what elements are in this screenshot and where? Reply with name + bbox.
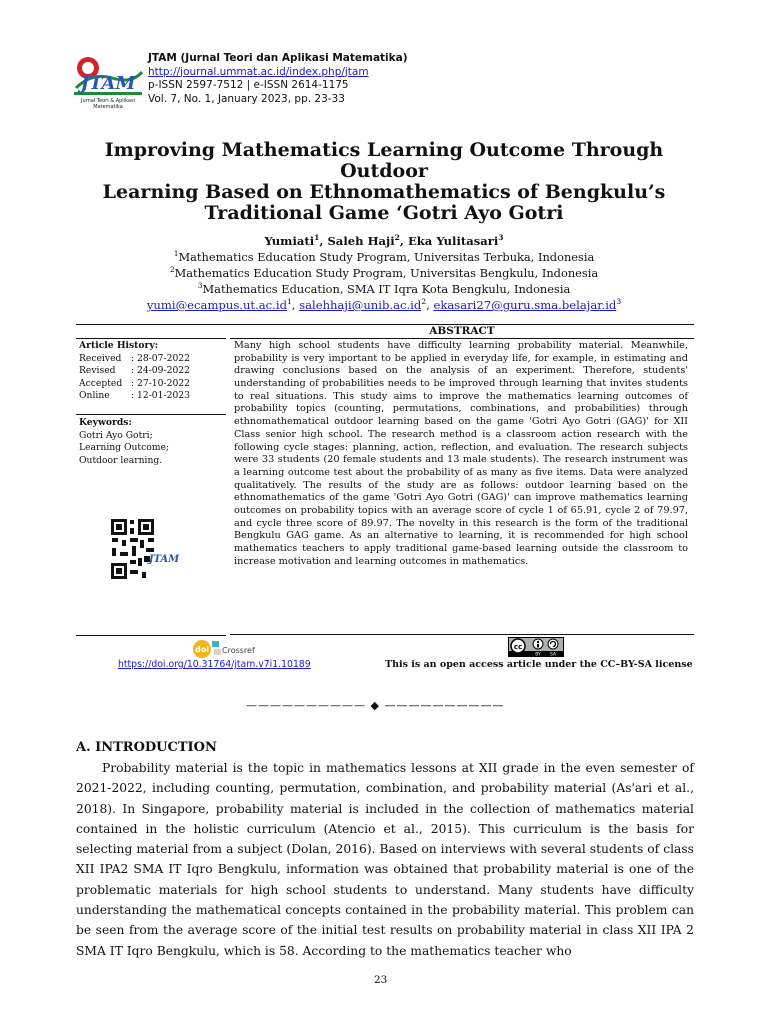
email-link-1[interactable]: yumi@ecampus.ut.ac.id bbox=[146, 298, 287, 312]
qr-logo-text: JTAM bbox=[148, 554, 180, 565]
svg-text:cc: cc bbox=[513, 643, 523, 651]
history-row: Online : 12-01-2023 bbox=[79, 390, 190, 401]
affiliation-1: $^1$Mathematics Education Study Program, Universitas Terbuka, Indonesia bbox=[173, 249, 595, 264]
keyword: Outdoor learning. bbox=[79, 454, 163, 466]
svg-text:Matematika: Matematika bbox=[93, 104, 123, 110]
journal-name: JTAM (Jurnal Teori dan Aplikasi Matematika) bbox=[148, 52, 408, 64]
title-line-2: Learning Based on Ethnomathematics of Bengkulu’s bbox=[102, 181, 666, 203]
history-row: Revised : 24-09-2022 bbox=[79, 365, 190, 376]
introduction-text: Probability material is the topic in mathematics lessons at XII grade in the even semester of 2021-2022, including counting, permutation, combination, and probability material (As'ari et al., 2018). In Singapore, probability material is included in the collection of mathematics material contained in the holistic curriculum (Atencio et al., 2015). This curriculum is the basis for selecting material from a subject (Dolan, 2016). Based on interviews with several students of class XII IPA2 SMA IT Iqro Bengkulu, information was obtained that probability material is one of the problematic materials for high school students to understand. Many students have difficulty understanding the mathematical concepts contained in the probability material. This problem can be seen from the average score of the initial test results on probability material in class XII IPA 2 SMA IT Iqro Bengkulu, which is 58. According to the mathematics teacher who bbox=[76, 761, 694, 958]
author-names: Yumiati$^1$, Saleh Haji$^2$, Eka Yulitasari$^3$ bbox=[264, 233, 504, 248]
license-text: This is an open access article under the CC–BY-SA license bbox=[385, 659, 693, 670]
authors-block bbox=[60, 233, 708, 313]
section-divider: —————————— ◆ —————————— bbox=[246, 699, 505, 712]
keywords-divider bbox=[76, 414, 226, 415]
logo-wordmark: JTAM bbox=[80, 73, 136, 94]
email-link-3[interactable]: ekasari27@guru.sma.belajar.id bbox=[433, 298, 617, 312]
page-number: 23 bbox=[374, 974, 388, 986]
svg-text:BY: BY bbox=[535, 652, 541, 658]
journal-logo bbox=[72, 54, 144, 112]
volume-info: Vol. 7, No. 1, January 2023, pp. 23-33 bbox=[148, 92, 345, 105]
article-history bbox=[79, 340, 190, 403]
keyword: Learning Outcome; bbox=[79, 442, 170, 453]
email-link-2[interactable]: salehhaji@unib.ac.id bbox=[299, 298, 422, 312]
qr-code[interactable] bbox=[110, 518, 180, 580]
crossref-badge[interactable] bbox=[190, 637, 260, 659]
svg-text:Jurnal Teori & Aplikasi: Jurnal Teori & Aplikasi bbox=[81, 98, 135, 104]
section-heading: A. INTRODUCTION bbox=[76, 740, 217, 755]
history-heading: Article History: bbox=[79, 340, 159, 351]
keyword: Gotri Ayo Gotri; bbox=[79, 429, 153, 441]
abstract-heading: ABSTRACT bbox=[230, 325, 694, 339]
issn: p-ISSN 2597-7512 | e-ISSN 2614-1175 bbox=[148, 79, 349, 91]
keywords-heading: Keywords: bbox=[79, 417, 132, 428]
title-line-3: Traditional Game ‘Gotri Ayo Gotri bbox=[204, 202, 564, 224]
doi-badge-text: doi bbox=[195, 645, 209, 654]
history-table bbox=[79, 353, 190, 403]
title-line-1: Improving Mathematics Learning Outcome Through Outdoor bbox=[104, 139, 664, 182]
affiliation-3: $^3$Mathematics Education, SMA IT Iqra Kota Bengkulu, Indonesia bbox=[197, 281, 571, 296]
doi-link[interactable]: https://doi.org/10.31764/jtam.v7i1.10189 bbox=[118, 659, 311, 670]
abstract-text: Many high school students have difficulty learning probability material. Meanwhile, probability is very important to be applied in everyday life, for example, in estimating and drawing conclusions based on the analysis of an experiment. Therefore, students' understanding of probabilities needs to be improved through learning that invites students to real situations. This study aims to improve the mathematics learning outcomes of probability topics (counting, permutations, combinations, and probabilities) through ethnomathematical outdoor learning based on the game 'Gotri Ayo Gotri (GAG)' for XII Class senior high school. The research method is a classroom action research with the following cycle stages: planning, action, reflection, and evaluation. The research subjects were 33 students (20 female students and 13 male students). The research instrument was a learning outcome test about the probability of as many as five items. Data were analyzed qualitatively. The results of the study are as follows: outdoor learning based on the ethnomathematics of the game 'Gotri Ayo Gotri (GAG)' can improve mathematics learning outcomes on probability topics with an average score of cycle 1 of 65.91, cycle 2 of 79.97, and cycle three score of 89.97. The novelty in this research is the form of the traditional Bengkulu GAG game. As an alternative to learning, it is recommended for high school mathematics teachers to apply traditional game-based learning outside the classroom to increase motivation and learning outcomes in mathematics. bbox=[234, 340, 688, 567]
keywords bbox=[79, 417, 169, 467]
history-row: Received : 28-07-2022 bbox=[79, 352, 190, 364]
crossref-label: Crossref bbox=[222, 646, 255, 655]
journal-url-link[interactable]: http://journal.ummat.ac.id/index.php/jtam bbox=[148, 65, 369, 78]
journal-info bbox=[148, 52, 408, 106]
author-emails: $yumi@ecampus.ut.ac.id^1$, $salehhaji@unib.ac.id^2$, $ekasari27@guru.sma.belajar.id^3$ bbox=[146, 297, 622, 312]
history-row: Accepted : 27-10-2022 bbox=[79, 377, 190, 389]
cc-by-sa-icon[interactable] bbox=[508, 637, 564, 657]
affiliation-2: $^2$Mathematics Education Study Program, Universitas Bengkulu, Indonesia bbox=[169, 265, 599, 280]
svg-text:SA: SA bbox=[549, 652, 557, 658]
paper-title bbox=[60, 140, 708, 224]
